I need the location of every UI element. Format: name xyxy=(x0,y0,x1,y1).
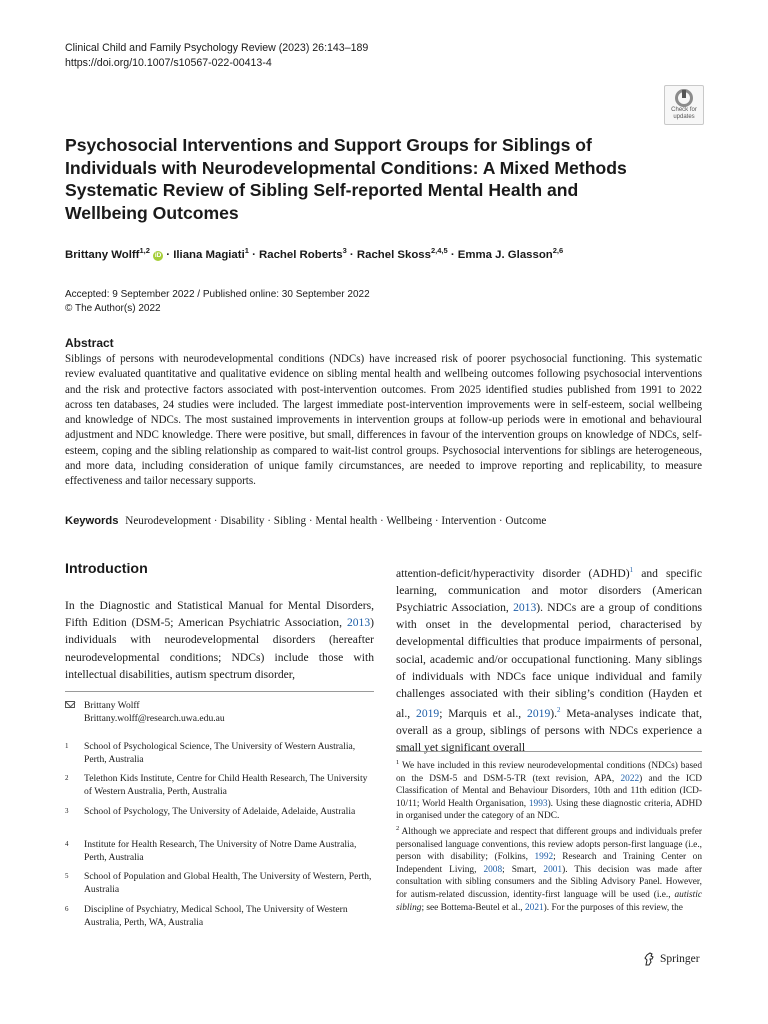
copyright-line: © The Author(s) 2022 xyxy=(65,303,161,314)
citation-link[interactable]: 2019 xyxy=(527,706,551,720)
text-run: ; Smart, xyxy=(502,864,544,875)
publication-dates xyxy=(65,288,370,316)
citation-link[interactable]: 2013 xyxy=(346,616,371,630)
author-name[interactable]: Iliana Magiati xyxy=(173,248,245,261)
citation-link[interactable]: 1992 xyxy=(534,852,554,863)
affiliation-number: 6 xyxy=(65,905,69,913)
abstract-heading: Abstract xyxy=(65,336,114,350)
publisher-name: Springer xyxy=(660,953,700,965)
affiliation-item xyxy=(65,903,374,929)
author-name[interactable]: Emma J. Glasson xyxy=(457,248,553,261)
affiliations-divider xyxy=(65,691,374,692)
author-list: Brittany Wolff$^{1,2}$ iD · Iliana Magiati$^1$ · Rachel Roberts$^3$ · Rachel Skoss$^{2,4,5}$ · Emma J. Glasson$^{2,6}$ xyxy=(65,246,564,261)
text-run: Although we appreciate and respect that different groups and individuals prefer personalised language conventions, this review adopts person-first language (i.e., person with disability; (Folkins, xyxy=(396,827,702,863)
affiliation-number: 4 xyxy=(65,840,69,848)
check-for-updates-badge[interactable] xyxy=(664,85,704,125)
keywords-list: Neurodevelopment · Disability · Sibling · Mental health · Wellbeing · Intervention · Outcome xyxy=(125,515,547,527)
correspondence-name: Brittany Wolff xyxy=(84,700,140,711)
check-for-updates-line2: updates xyxy=(673,113,695,120)
author-affiliation-ref: 3 xyxy=(342,246,347,255)
affiliation-text: School of Population and Global Health, The University of Western, Perth, Australia xyxy=(84,871,372,896)
affiliation-number: 5 xyxy=(65,872,69,880)
text-run: We have included in this review neurodevelopmental conditions (NDCs) based on the DSM-5 and DSM-5-TR (text revision, APA, xyxy=(396,761,702,784)
citation-link[interactable]: 2001 xyxy=(543,864,563,875)
footnote-ref[interactable]: 2 xyxy=(557,706,561,715)
correspondence xyxy=(65,699,225,725)
journal-header xyxy=(65,41,368,71)
text-run: attention-deficit/hyperactivity disorder (ADHD) xyxy=(396,566,630,580)
text-run: ). NDCs are a group of conditions with onset in the developmental period, characterised by developmental difficulties that produce impairments of personal, social, academic and/or occupational functioning. Many siblings of individuals with NDCs face unique individual and family challenges associated with their sibling’s condition (Hayden et al., xyxy=(396,601,703,720)
orcid-icon[interactable]: iD xyxy=(154,251,162,259)
envelope-icon xyxy=(65,701,75,708)
affiliation-number: 3 xyxy=(65,807,69,815)
text-run: ) individuals with neurodevelopmental disorders (hereafter neurodevelopmental conditions; NDCs) include those with intellectual disabilities, autism spectrum disorder, xyxy=(65,616,374,681)
accepted-published-line: Accepted: 9 September 2022 / Published online: 30 September 2022 xyxy=(65,289,370,300)
check-for-updates-line1: Check for xyxy=(671,107,697,113)
affiliation-text: Discipline of Psychiatry, Medical School, The University of Western Australia, Perth, WA, Australia xyxy=(84,904,348,929)
text-run: ) and the ICD Classification of Mental and Behaviour Disorders, 10th and 11th edition (ICD-10/11; World Health Organisation, xyxy=(396,773,702,809)
footnote-number: 1 xyxy=(396,759,400,766)
footnote-number: 2 xyxy=(396,825,400,832)
affiliation-text: Telethon Kids Institute, Centre for Child Health Research, The University of Western Australia, Perth, Australia xyxy=(84,773,368,798)
footnotes-divider xyxy=(396,751,702,752)
affiliation-number: 1 xyxy=(65,742,69,750)
affiliation-item xyxy=(65,772,374,798)
introduction-heading: Introduction xyxy=(65,561,148,577)
text-run: ). xyxy=(550,706,557,720)
author-affiliation-ref: 1 xyxy=(244,246,249,255)
citation-link[interactable]: 2019 xyxy=(416,706,440,720)
affiliation-item xyxy=(65,870,374,896)
introduction-paragraph-right xyxy=(396,562,702,756)
author-affiliation-ref: 1,2 xyxy=(139,246,150,255)
footnote-ref[interactable]: 1 xyxy=(629,566,634,574)
text-run: ; Marquis et al., xyxy=(439,706,528,720)
citation-link[interactable]: 1993 xyxy=(528,798,548,809)
affiliation-number: 2 xyxy=(65,774,69,782)
text-run: ; Research and Training Center on Independent Living, xyxy=(396,852,703,875)
citation-link[interactable]: 2008 xyxy=(483,864,503,875)
introduction-paragraph-left xyxy=(65,597,374,683)
text-run: ). Using these diagnostic criteria, ADHD in organised under the category of an NDC. xyxy=(396,798,702,822)
footnote-1 xyxy=(396,757,702,823)
author-affiliation-ref: 2,4,5 xyxy=(430,246,448,255)
text-run: ). This decision was made after consultation with sibling consumers and the Sibling Advisory Panel. However, for autism-related discussion, identity-first language will be used (i.e., xyxy=(396,864,702,901)
springer-horse-icon xyxy=(643,952,655,966)
affiliation-item xyxy=(65,805,374,818)
affiliation-text: School of Psychological Science, The University of Western Australia, Perth, Australia xyxy=(84,741,356,766)
abstract-text: Siblings of persons with neurodevelopmental conditions (NDCs) have increased risk of poorer psychosocial functioning. This systematic review evaluated quantitative and qualitative evidence on sibling mental health and wellbeing outcomes following psychosocial interventions and the risk and protective factors associated with post-intervention outcomes. From 2025 identified studies published from 1991 to 2022 across ten databases, 24 studies were included. The largest immediate post-intervention improvements were in self-esteem, social wellbeing and knowledge of NDCs. The most sustained improvements in intervention groups at follow-up periods were in emotional and behavioural adjustment and NDC knowledge. There were positive, but small, differences in favour of the intervention groups on knowledge of NDCs, self-esteem, coping and the sibling relationship as compared to wait-list control groups. Psychosocial interventions for siblings are heterogeneous, and more data, including consideration of unique family circumstances, are needed to improve reporting and replicability, to measure effectiveness and tailor necessary supports. xyxy=(65,353,702,488)
affiliation-item xyxy=(65,838,374,864)
correspondence-email[interactable]: Brittany.wolff@research.uwa.edu.au xyxy=(84,713,225,725)
affiliation-text: Institute for Health Research, The University of Notre Dame Australia, Perth, Australia xyxy=(84,839,357,864)
publisher-logo[interactable] xyxy=(643,952,700,966)
affiliation-text: School of Psychology, The University of Adelaide, Adelaide, Australia xyxy=(84,806,356,817)
author-name[interactable]: Rachel Skoss xyxy=(356,248,431,261)
text-run: In the Diagnostic and Statistical Manual for Mental Disorders, Fifth Edition (DSM-5; American Psychiatric Association, xyxy=(65,599,374,630)
emphasis-text: autistic sibling xyxy=(396,890,702,913)
author-name[interactable]: Rachel Roberts xyxy=(259,248,343,261)
citation-link[interactable]: 2022 xyxy=(620,773,640,784)
text-run: ; see Bottema-Beutel et al., xyxy=(421,902,525,913)
crossmark-icon xyxy=(675,89,693,107)
author-affiliation-ref: 2,6 xyxy=(552,246,564,255)
affiliation-item xyxy=(65,740,374,766)
doi-link[interactable]: https://doi.org/10.1007/s10567-022-00413-4 xyxy=(65,57,272,69)
citation-link[interactable]: 2021 xyxy=(524,902,544,913)
article-title: Psychosocial Interventions and Support Groups for Siblings of Individuals with Neurodevelopmental Conditions: A Mixed Methods Systematic Review of Sibling Self-reported Mental Health and Wellbeing Outcomes xyxy=(65,135,627,223)
author-name[interactable]: Brittany Wolff xyxy=(65,248,140,261)
citation-link[interactable]: 2013 xyxy=(513,601,537,615)
text-run: ). For the purposes of this review, the xyxy=(543,902,683,913)
journal-citation: Clinical Child and Family Psychology Review (2023) 26:143–189 xyxy=(65,42,369,54)
footnote-2 xyxy=(396,823,702,914)
text-run: and specific learning, communication and motor disorders (American Psychiatric Association, xyxy=(396,566,702,615)
keywords xyxy=(65,515,546,527)
text-run: Meta-analyses indicate that, overall as a group, siblings of persons with NDCs experience a small yet significant overall xyxy=(396,706,703,755)
keywords-heading: Keywords xyxy=(65,515,119,527)
